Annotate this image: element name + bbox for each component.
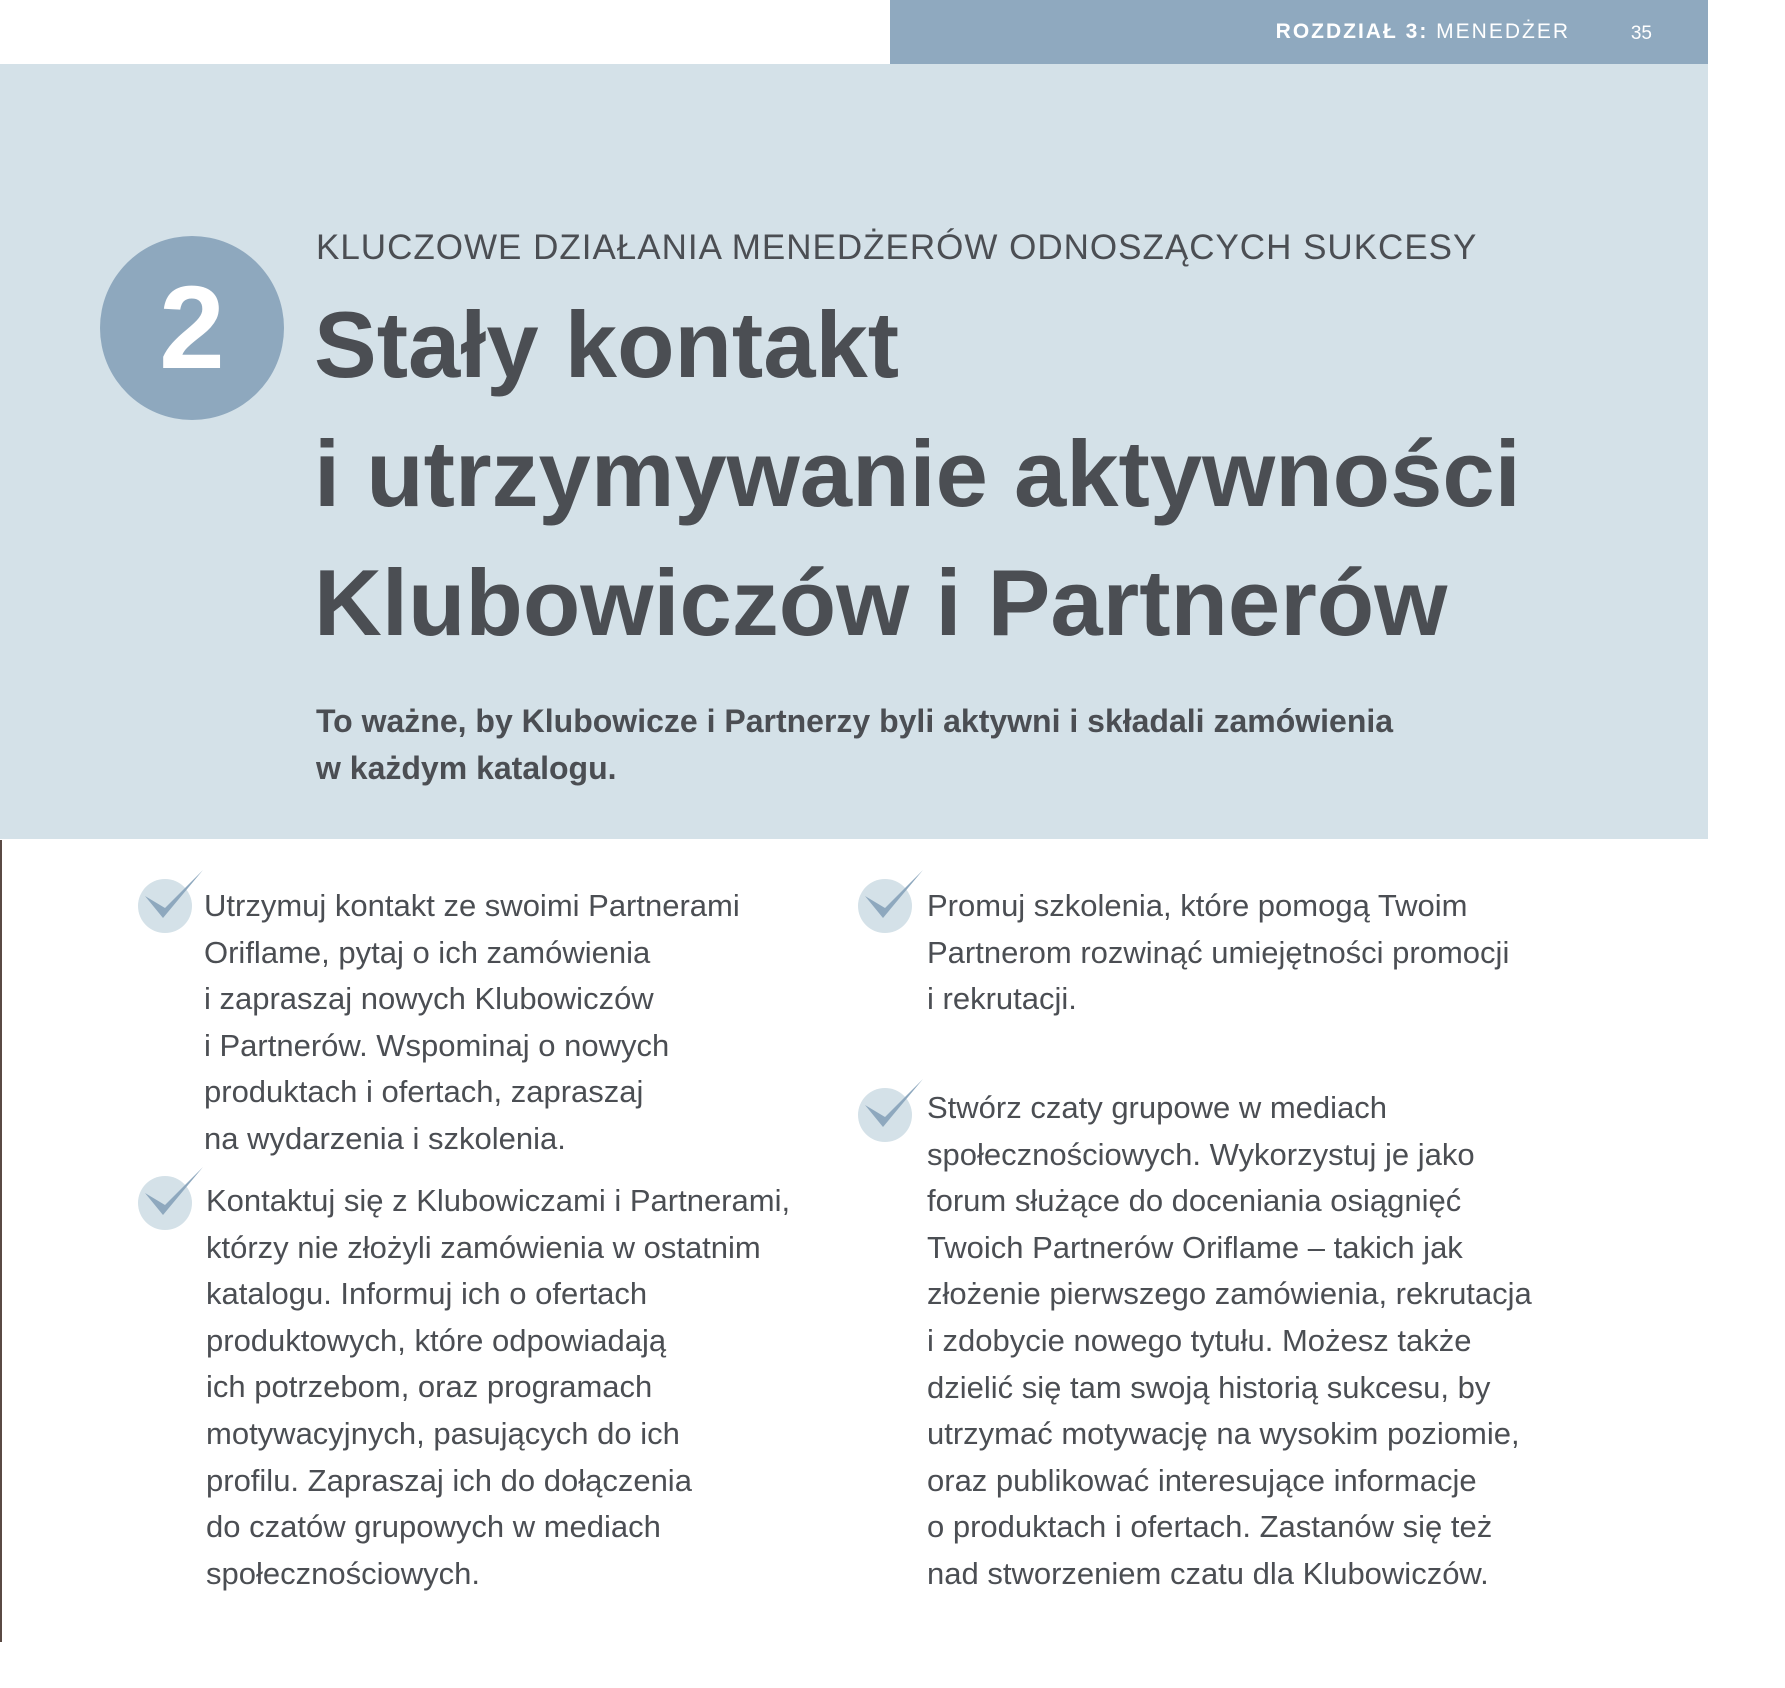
- chapter-name: MENEDŻER: [1436, 20, 1570, 43]
- page-number: 35: [1630, 23, 1652, 44]
- page-edge-divider: [0, 840, 2, 1642]
- subtitle-line: w każdym katalogu.: [316, 750, 617, 786]
- list-item: Utrzymuj kontakt ze swoimi Partnerami Oriflame, pytaj o ich zamówienia i zapraszaj nowych Klubowiczów i Partnerów. Wspominaj o nowych produktach i ofertach, zapraszaj na wydarzenia i szkolenia.: [204, 888, 740, 1156]
- checkmark-icon: [135, 1163, 205, 1233]
- list-item: Stwórz czaty grupowe w mediach społecznościowych. Wykorzystuj je jako forum służące do doceniania osiągnięć Twoich Partnerów Oriflame – takich jak złożenie pierwszego zamówienia, rekrutacja i zdobycie nowego tytułu. Możesz także dzielić się tam swoją historią sukcesu, by utrzymać motywację na wysokim poziomie, oraz publikować interesujące informacje o produktach i ofertach. Zastanów się też nad stworzeniem czatu dla Klubowiczów.: [927, 1090, 1532, 1591]
- list-item: Promuj szkolenia, które pomogą Twoim Partnerom rozwinąć umiejętności promocji i rekrutacji.: [927, 888, 1510, 1017]
- subtitle: [316, 698, 1393, 792]
- chapter-label: [1276, 20, 1570, 44]
- subtitle-line: To ważne, by Klubowicze i Partnerzy byli aktywni i składali zamówienia: [316, 703, 1394, 739]
- checkmark-icon: [855, 866, 925, 936]
- step-number-badge: 2: [100, 236, 284, 420]
- title-line: i utrzymywanie aktywności: [314, 421, 1521, 526]
- title-line: Klubowiczów i Partnerów: [314, 550, 1448, 655]
- checkmark-icon: [135, 866, 205, 936]
- title-line: Stały kontakt: [314, 292, 900, 397]
- chapter-header-bar: [890, 0, 1708, 64]
- kicker-heading: KLUCZOWE DZIAŁANIA MENEDŻERÓW ODNOSZĄCYCH SUKCESY: [316, 228, 1478, 267]
- list-item: Kontaktuj się z Klubowiczami i Partnerami, którzy nie złożyli zamówienia w ostatnim katalogu. Informuj ich o ofertach produktowych, które odpowiadają ich potrzebom, oraz programach motywacyjnych, pasujących do ich profilu. Zapraszaj ich do dołączenia do czatów grupowych w mediach społecznościowych.: [206, 1183, 791, 1591]
- checkmark-icon: [855, 1075, 925, 1145]
- page-title: [314, 280, 1521, 667]
- chapter-number: ROZDZIAŁ 3:: [1275, 20, 1429, 43]
